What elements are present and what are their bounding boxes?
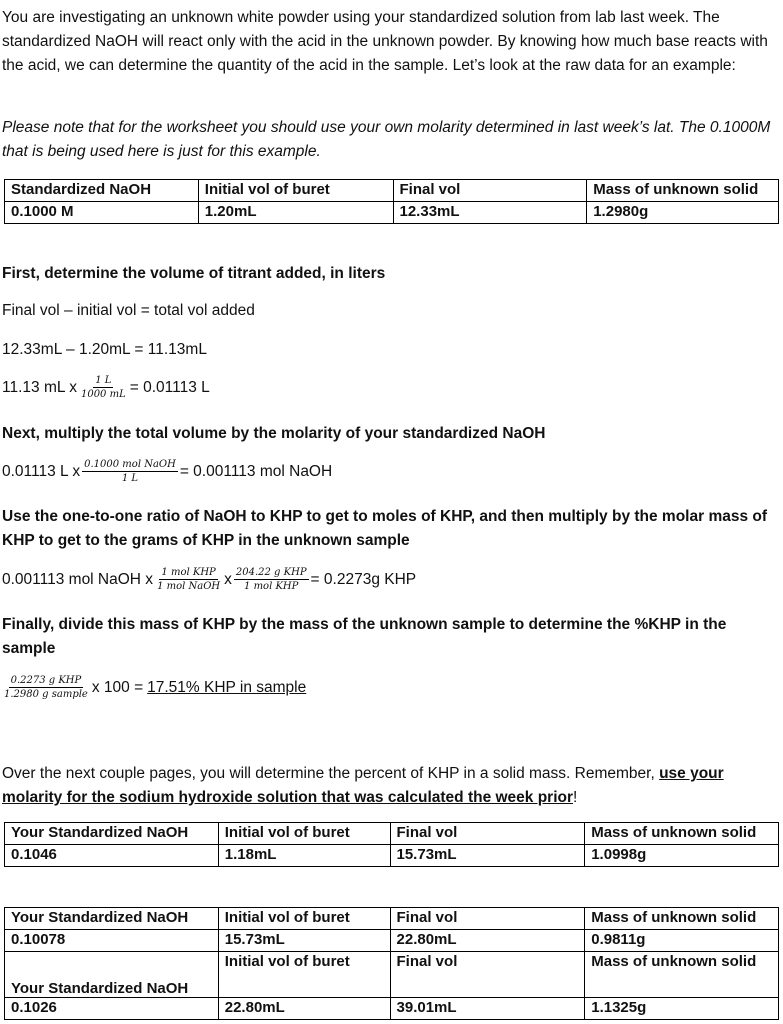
header-standardized-naoh: Standardized NaOH [5,180,199,202]
value-final-vol: 15.73mL [390,845,585,867]
instructions-paragraph [2,762,780,810]
data-table-2 [4,907,779,1020]
step3-fraction1-den: 1 mol NaOH [157,581,221,592]
step3-times: x [224,570,232,588]
header-mass-unknown-2: Mass of unknown solid [585,952,779,998]
table-row [5,998,779,1020]
value-mass-unknown: 1.0998g [585,845,779,867]
value-standardized-naoh-2: 0.1026 [5,998,219,1020]
step2-fraction-num: 0.1000 mol NaOH [84,459,176,470]
step1-conv-result: = 0.01113 L [129,378,210,396]
header-initial-vol: Initial vol of buret [218,823,390,845]
value-final-vol: 12.33mL [393,202,587,224]
value-mass-unknown: 0.9811g [585,930,779,952]
step3-prefix: 0.001113 mol NaOH x [2,570,154,588]
step3-fraction1-num: 1 mol KHP [161,567,216,578]
instructions-end: ! [573,789,578,806]
example-data-table [4,179,779,224]
step4-heading: Finally, divide this mass of KHP by the mass of the unknown sample to determine the %KHP in the sample [2,616,727,657]
data-table-1 [4,822,779,867]
step1-heading: First, determine the volume of titrant added, in liters [2,265,386,282]
value-initial-vol: 1.18mL [218,845,390,867]
header-mass-unknown: Mass of unknown solid [587,180,779,202]
step1-calc: 12.33mL – 1.20mL = 11.13mL [2,341,207,358]
table-header-row [5,823,779,845]
step4-calc [0,674,306,701]
header-standardized-naoh: Your Standardized NaOH [5,908,219,930]
instructions-emphasis: use your molarity for the sodium hydroxide solution that was calculated the week prior [2,765,724,806]
step3-result: = 0.2273g KHP [310,570,417,588]
step3-heading: Use the one-to-one ratio of NaOH to KHP to get to moles of KHP, and then multiply by the molar mass of KHP to get to the grams of KHP in the unknown sample [2,508,768,549]
instructions-text: Over the next couple pages, you will determine the percent of KHP in a solid mass. Remember, [2,765,660,782]
step2-calc [2,458,332,485]
value-initial-vol: 15.73mL [218,930,390,952]
value-initial-vol-2: 22.80mL [218,998,390,1020]
intro-paragraph: You are investigating an unknown white powder using your standardized solution from lab last week. The standardized NaOH will react only with the acid in the unknown powder. By knowing how much base reacts with the acid, we can determine the quantity of the acid in the sample. Let’s look at the raw data for an example: [2,9,768,74]
header-mass-unknown: Mass of unknown solid [585,908,779,930]
table-header-row [5,180,779,202]
table-row [5,202,779,224]
header-initial-vol: Initial vol of buret [198,180,393,202]
step2-fraction-den: 1 L [121,473,139,484]
value-standardized-naoh: 0.1046 [5,845,219,867]
step4-result: 17.51% KHP in sample [147,678,307,696]
header-initial-vol-2: Initial vol of buret [218,952,390,998]
step3-fraction1 [155,566,222,593]
table-header-row-2 [5,952,779,998]
value-mass-unknown: 1.2980g [587,202,779,224]
step4-fraction [2,674,90,701]
example-note: Please note that for the worksheet you should use your own molarity determined in last week’s lat. The 0.1000M that is being used here is just for this example. [2,119,771,160]
value-standardized-naoh: 0.10078 [5,930,219,952]
header-mass-unknown: Mass of unknown solid [585,823,779,845]
step3-fraction2 [234,566,309,593]
step1-conv-prefix: 11.13 mL x [2,378,77,396]
header-final-vol-2: Final vol [390,952,585,998]
step4-fraction-num: 0.2273 g KHP [10,675,82,686]
step1-formula: Final vol – initial vol = total vol added [2,302,255,319]
value-mass-unknown-2: 1.1325g [585,998,779,1020]
step2-fraction [82,458,178,485]
header-final-vol: Final vol [390,823,585,845]
step3-fraction2-den: 1 mol KHP [244,581,299,592]
table-header-row [5,908,779,930]
value-initial-vol: 1.20mL [198,202,393,224]
step2-prefix: 0.01113 L x [2,462,81,480]
step2-result: = 0.001113 mol NaOH [179,462,333,480]
header-final-vol: Final vol [393,180,587,202]
step1-fraction-num: 1 L [95,375,112,386]
step3-calc [2,566,416,593]
value-final-vol: 22.80mL [390,930,585,952]
value-standardized-naoh: 0.1000 M [5,202,199,224]
table-row [5,930,779,952]
step1-fraction [79,374,128,401]
step4-fraction-den: 1.2980 g sample [4,689,88,700]
header-final-vol: Final vol [390,908,585,930]
step1-conversion [2,374,210,401]
step4-times: x 100 = [91,678,144,696]
step3-fraction2-num: 204.22 g KHP [235,567,307,578]
value-final-vol-2: 39.01mL [390,998,585,1020]
header-standardized-naoh-2: Your Standardized NaOH [5,952,219,998]
table-row [5,845,779,867]
header-standardized-naoh: Your Standardized NaOH [5,823,219,845]
header-initial-vol: Initial vol of buret [218,908,390,930]
step2-heading: Next, multiply the total volume by the molarity of your standardized NaOH [2,425,546,442]
step1-fraction-den: 1000 mL [80,389,126,400]
